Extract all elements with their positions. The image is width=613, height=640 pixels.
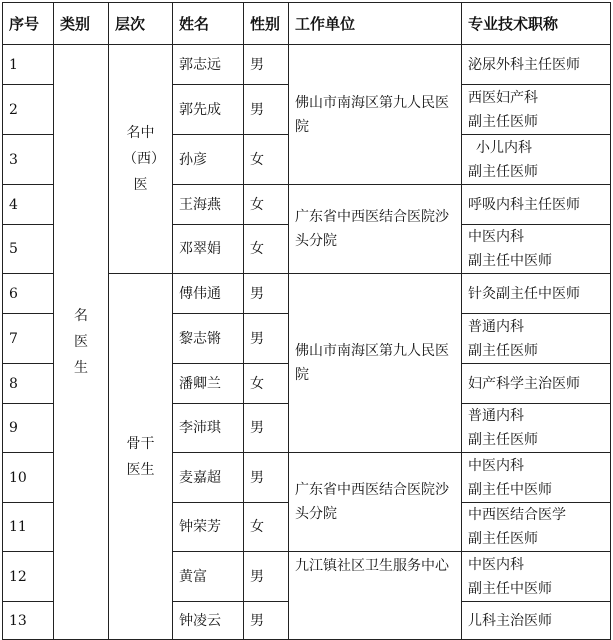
row-title <box>462 404 611 453</box>
row-name: 黄富 <box>173 552 244 602</box>
row-gender: 女 <box>244 135 289 185</box>
header-row <box>3 3 611 45</box>
doctor-table <box>2 2 611 640</box>
unit-cell-2 <box>289 185 462 274</box>
unit-label-3: 佛山市南海区第九人民医院 <box>295 343 449 383</box>
row-name: 孙彦 <box>173 135 244 185</box>
row-no: 12 <box>3 552 54 602</box>
row-name: 钟荣芳 <box>173 503 244 552</box>
unit-cell-5 <box>289 552 462 640</box>
row-no: 13 <box>3 602 54 640</box>
title-line: 妇产科学主治医师 <box>468 375 580 392</box>
row-no: 2 <box>3 85 54 135</box>
row-name: 郭志远 <box>173 45 244 85</box>
title-line: 副主任中医师 <box>468 580 552 597</box>
title-line: 副主任中医师 <box>468 253 552 269</box>
row-no: 10 <box>3 453 54 503</box>
level-cell-1 <box>109 45 173 274</box>
row-no: 9 <box>3 404 54 453</box>
row-title <box>462 274 611 314</box>
row-name: 李沛琪 <box>173 404 244 453</box>
level-label-1: 名中（西）医 <box>123 125 158 193</box>
row-gender: 男 <box>244 85 289 135</box>
row-name: 郭先成 <box>173 85 244 135</box>
header-category: 类别 <box>54 3 109 45</box>
title-line: 中医内科 <box>468 556 524 573</box>
row-title <box>462 225 611 274</box>
row-title <box>462 85 611 135</box>
row-no: 6 <box>3 274 54 314</box>
row-title <box>462 503 611 552</box>
table-row <box>3 45 611 85</box>
unit-cell-4 <box>289 453 462 552</box>
header-title: 专业技术职称 <box>462 3 611 45</box>
title-line: 副主任医师 <box>468 113 538 130</box>
row-title <box>462 314 611 364</box>
row-gender: 男 <box>244 314 289 364</box>
title-line: 副主任医师 <box>468 163 538 180</box>
row-gender: 女 <box>244 364 289 404</box>
level-cell-2 <box>109 274 173 640</box>
row-gender: 男 <box>244 274 289 314</box>
title-line: 中医内科 <box>468 457 524 474</box>
row-name: 傅伟通 <box>173 274 244 314</box>
row-name: 潘卿兰 <box>173 364 244 404</box>
unit-label-1: 佛山市南海区第九人民医院 <box>295 94 449 135</box>
row-gender: 女 <box>244 225 289 274</box>
row-no: 8 <box>3 364 54 404</box>
row-name: 邓翠娟 <box>173 225 244 274</box>
unit-cell-1 <box>289 45 462 185</box>
category-cell <box>54 45 109 640</box>
row-title <box>462 135 611 185</box>
header-unit: 工作单位 <box>289 3 462 45</box>
row-title <box>462 552 611 602</box>
title-line: 泌尿外科主任医师 <box>468 56 580 73</box>
row-gender: 男 <box>244 404 289 453</box>
unit-cell-3 <box>289 274 462 453</box>
unit-label-2: 广东省中西医结合医院沙头分院 <box>295 209 449 249</box>
row-no: 4 <box>3 185 54 225</box>
title-line: 小儿内科 <box>476 139 532 156</box>
row-gender: 男 <box>244 552 289 602</box>
title-line: 普通内科 <box>468 318 524 335</box>
row-name: 钟凌云 <box>173 602 244 640</box>
title-line: 中医内科 <box>468 229 524 245</box>
row-no: 1 <box>3 45 54 85</box>
row-name: 王海燕 <box>173 185 244 225</box>
header-no: 序号 <box>3 3 54 45</box>
row-gender: 女 <box>244 185 289 225</box>
row-title <box>462 453 611 503</box>
title-line: 副主任医师 <box>468 531 538 547</box>
unit-label-5: 九江镇社区卫生服务中心 <box>295 558 449 574</box>
title-line: 副主任中医师 <box>468 481 552 498</box>
row-title <box>462 602 611 640</box>
title-line: 副主任医师 <box>468 432 538 448</box>
header-level: 层次 <box>109 3 173 45</box>
row-title <box>462 185 611 225</box>
row-gender: 男 <box>244 45 289 85</box>
row-no: 5 <box>3 225 54 274</box>
row-name: 黎志锵 <box>173 314 244 364</box>
title-line: 普通内科 <box>468 408 524 424</box>
title-line: 儿科主治医师 <box>468 612 552 629</box>
row-title <box>462 45 611 85</box>
title-line: 西医妇产科 <box>468 89 538 106</box>
unit-label-4: 广东省中西医结合医院沙头分院 <box>295 482 449 522</box>
category-label: 名医生 <box>74 308 88 376</box>
row-gender: 男 <box>244 453 289 503</box>
header-gender: 性别 <box>244 3 289 45</box>
title-line: 中西医结合医学 <box>468 507 566 523</box>
row-no: 7 <box>3 314 54 364</box>
title-line: 副主任医师 <box>468 342 538 359</box>
header-name: 姓名 <box>173 3 244 45</box>
title-line: 针灸副主任中医师 <box>468 285 580 302</box>
level-label-2: 骨干医生 <box>126 435 155 478</box>
row-no: 3 <box>3 135 54 185</box>
row-title <box>462 364 611 404</box>
row-name: 麦嘉超 <box>173 453 244 503</box>
title-line: 呼吸内科主任医师 <box>468 196 580 213</box>
row-no: 11 <box>3 503 54 552</box>
row-gender: 女 <box>244 503 289 552</box>
row-gender: 男 <box>244 602 289 640</box>
